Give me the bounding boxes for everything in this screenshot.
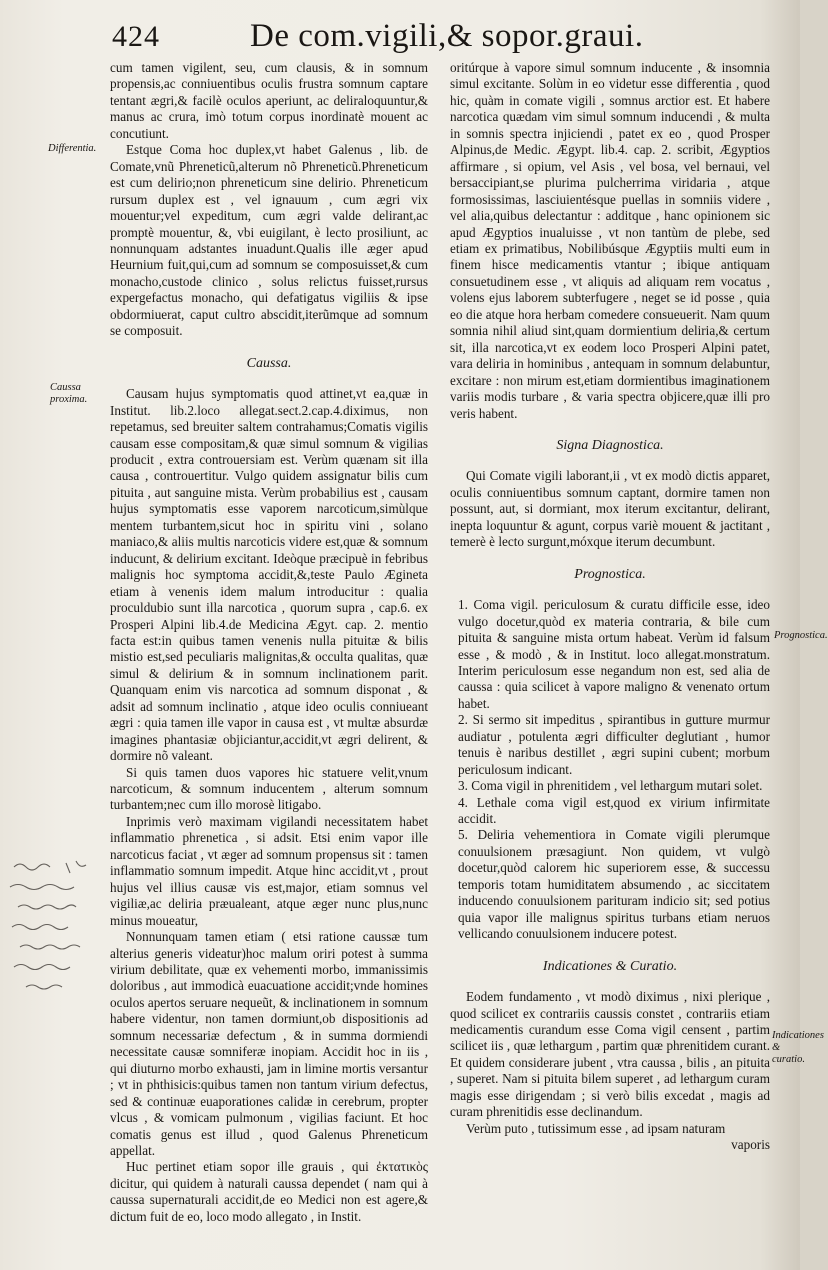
list-item: 3. Coma vigil in phrenitidem , vel lethargum mutari solet. (458, 778, 763, 794)
paragraph: Si quis tamen duos vapores hic statuere velit,vnum narcoticum, & somnum inducentem , alterum somnum turbantem;nec cum illo morosè litigabo. (110, 764, 428, 813)
section-heading-signa: Signa Diagnostica. (556, 437, 664, 453)
paragraph: Estque Coma hoc duplex,vt habet Galenus , lib. de Comate,vnũ Phreneticũ,alterum nõ Phreneticũ.Phreneticum est cum delirio;non phreneticum sine delirio. Phreneticum rursum duplex est , vel ignauum , cum ægri vix mouentur;vel expeditum, cum ægri valde delirant,ac promptè mouentur, &, vbi euigilant, è lecto prosiliunt, ac nonnunquam adstantes inuadunt.Qualis ille æger apud Heurnium fuit,qui,cum ad somnum se composuisset,& cum monacho,custode clinico , solus relictus fuisset,rursus expergefactus monacho, qui defatigatus vigiliis & ipse obdormiuerat, caput cultro abscidit,iterũmque ad somnum se composuit. (110, 142, 428, 339)
paragraph: oritúrque à vapore simul somnum inducente , & insomnia simul excitante. Solùm in eo videtur esse differentia , quod hic, quàm in comate vigili , somnus arctior est. Et habere narcotica quædam vim simul somnum inducendi , & multa in somnis spectra injiciendi , patet ex eo , quod Prosper Alpinus,de Medic. Ægypt. lib.4. cap. 2. scribit, Ægyptios affirmare , si opium, vel Asis , vel bosa, vel bernaui, vel bersaccipiant,se plurima pulcherrima viridaria , atque formosissimas, lasciuientésque puellas in somniis videre , vel alia,quibus delectantur : additque , hanc opinionem sic apud Ægyptios inualuisse , vt non tantùm de plebe, sed etiam ex primatibus, Nobilibúsque Ægyptiis multi eum in finem hisce medicamentis vtantur ; ibique antiquam consuetudinem esse , vt aliquis ad aliquam rem vocatus , volens ejus laborem subterfugere , neget se id posse , quia eo die atque hora herbam comedere consueuerit. Nam quum somnia nihil aliud sint,quam dormientium deliria,& certum sit, illa narcotica,vt ex eodem loco Prosperi Alpini patet, vara deliria in hominibus , antequam in somnum delabuntur, excitare : non mirum est,etiam dormientibus imaginationem variis modis turbare , & varia spectra objicere,quæ illi pro veris habent. (450, 60, 770, 421)
paragraph: cum tamen vigilent, seu, cum clausis, & in somnum propensis,ac conniuentibus oculis frustra somnum captare tentant ægri,& facilè oculos aperiunt, ac deliraloquuntur,& manus ac crura, imò totum corpus inordinatè mouent ac concutiunt. (110, 60, 428, 141)
paragraph: Qui Comate vigili laborant,ii , vt ex modò dictis apparet, oculis conniuentibus somnum captant, dormire tamen non possunt, aut, si dormiant, mox iterum excitantur, delirant, inepta loquuntur & agunt, corpus variè mouent & jactitant , temerè è lecto surgunt,móxque iterum decumbunt. (450, 468, 770, 550)
list-item: 1. Coma vigil. periculosum & curatu difficile esse, ideo vulgo docetur,quòd ex materia contraria, & bile cum pituita & sanguine mista ortum habeat. Verùm id falsum esse , & modò , & in Institut. loco allegat.monstratum. Interim periculosum esse negandum non est, sed alia de caussa : quia scilicet à vapore maligno & venenato ortum habet. (458, 597, 770, 711)
list-item: 4. Lethale coma vigil est,quod ex virium infirmitate accidit. (458, 794, 770, 827)
page-number: 424 (112, 20, 160, 53)
left-column (110, 60, 428, 1225)
handwritten-annotation (6, 855, 106, 1005)
margin-note-prognostica: Prognostica. (774, 630, 828, 641)
list-item: 2. Si sermo sit impeditus , spirantibus in gutture murmur audiatur , potulenta ægri difficulter deglutiant , humor tenuis è naribus destillet , ægri supini cubent; morbum periculosum indicant. (458, 712, 770, 777)
section-heading-prognostica: Prognostica. (574, 566, 646, 582)
right-column (450, 60, 770, 1154)
paragraph: Huc pertinet etiam sopor ille grauis , qui ἐκτατικὸς dicitur, qui quidem à naturali caussa dependet ( nam qui à caussa supernaturali accidit,de eo Medici non est agere,& dictum fuit de eo, loco modo allegato , in Instit. (110, 1159, 428, 1224)
paragraph: Inprimis verò maximam vigilandi necessitatem habet inflammatio phrenetica , si adsit. Etsi enim vapor ille narcoticus faciat , vt æger ad somnum propensus sit : tamen inflammatio somnum impedit. Atque hinc accidit,vt , prout hujus vel illius causæ vis est,major, etiam somnus vel vigiliæ,ac deliria præualeant, atque æger nunc plus,nunc minus moueatur, (110, 813, 428, 928)
list-item: 5. Deliria vehementiora in Comate vigili plerumque conuulsionem præsagiunt. Non quidem, vt vulgò docetur,quòd calorem hic superiorem esse, & successu temporis totam humiditatem absumendo , ac siccitatem inducendo conuulsionem parituram indicio sit; sed potius quia vapor ille malignus spiritus turbans etiam neruos vellicando conuulsionem inducere potest. (458, 827, 770, 942)
margin-note-caussa-proxima: Caussa proxima. (50, 382, 88, 405)
paragraph: Causam hujus symptomatis quod attinet,vt ea,quæ in Institut. lib.2.loco allegat.sect.2.cap.4.diximus, non repetamus, sed breuiter saltem contrahamus;Comatis vigilis causam esse compositam,& quæ simul somnum & vigilias producit , extra controuersiam est. Verùm quænam sit illa causa , controuertitur. Vulgo quidem assignatur bilis cum pituita , aut sanguine mista. Verùm probabilius est , causam hujus symptomatis esse vaporem narcoticum,simùlque mentem turbantem,sicut hoc in spiritu vini , solano maniaco,& aliis multis narcoticis videre est,quæ & somnum inducunt, & delirium excitant. Ideòque præcipuè in febribus malignis hoc symptoma accidit,&,teste Paulo Ægineta etiam à venenis idem malum introducitur : qualia proculdubio sunt illa narcotica , quorum supra , cap.6. ex Prosperi Alpini lib.4.de Medicina Ægyt. cap. 2. mentio facta est:in quibus tamen venenis nulla pituitæ & bilis mistio est,sed peculiaris malignitas,& occulta qualitas, quæ simul & delirium & in somnum inclinationem parit. Quanquam enim vis narcotica ad somnum disponat , & adsit ad somnum inclinatio , atque ideo oculis conniueant ægri : quia tamen ille vapor in causa est , vt multæ absurdæ imagines phantasiæ objiciantur,accidit,vt ægri delirent, & dormire nõ valeant. (110, 386, 428, 764)
running-title: De com.vigili,& sopor.graui. (250, 18, 644, 54)
paragraph: Eodem fundamento , vt modò diximus , nixi plerique , quod scilicet ex contrariis caussis constet , contrariis etiam medicamentis curandum esse Coma vigil censent , partim scilicet iis , quæ lethargum , partim quæ phrenitidem curant. Et quidem considerare jubent , vtra caussa , bilis , an pituita , superet. Nam si pituita bilem superet , ad lethargum curam magis esse dirigendam ; si verò bilis excedat , magis ad curam phrenitidis esse declinandum. (450, 989, 770, 1120)
paragraph: Verùm puto , tutissimum esse , ad ipsam naturam (466, 1120, 726, 1136)
section-heading-caussa: Caussa. (246, 355, 292, 371)
margin-note-differentia: Differentia. (48, 143, 97, 154)
paragraph: Nonnunquam tamen etiam ( etsi ratione caussæ tum alterius generis videatur)hoc malum oriri potest à summa virium debilitate, quæ ex vehementi morbo, immanissimis doloribus , aut immodicà euacuatione accidit;vnde homines oculos apertos seruare nequeũt, & inclinationem in somnum habere videntur, non tamen dormiunt,ob dispositionis ad somnum necessariæ defectum , & in summa dormiendi necessitate causæ somniferæ inopiam. Accidit hoc in iis , qui diuturno morbo exhausti, jam in limine mortis versantur ; vt in phthisicis:quibus tamen non tantum virium defectus, sed & continuæ euaporationes calidæ in cerebrum, propter vlcus , & vomicam pulmonum , vigilias faciunt. Et hoc comatis genus est illud , quod Galenus Phreneticum appellat. (110, 929, 428, 1158)
catchword: vaporis (731, 1137, 770, 1153)
margin-note-indicationes: Indicationes & curatio. (772, 1030, 824, 1065)
section-heading-indicationes: Indicationes & Curatio. (542, 958, 678, 974)
